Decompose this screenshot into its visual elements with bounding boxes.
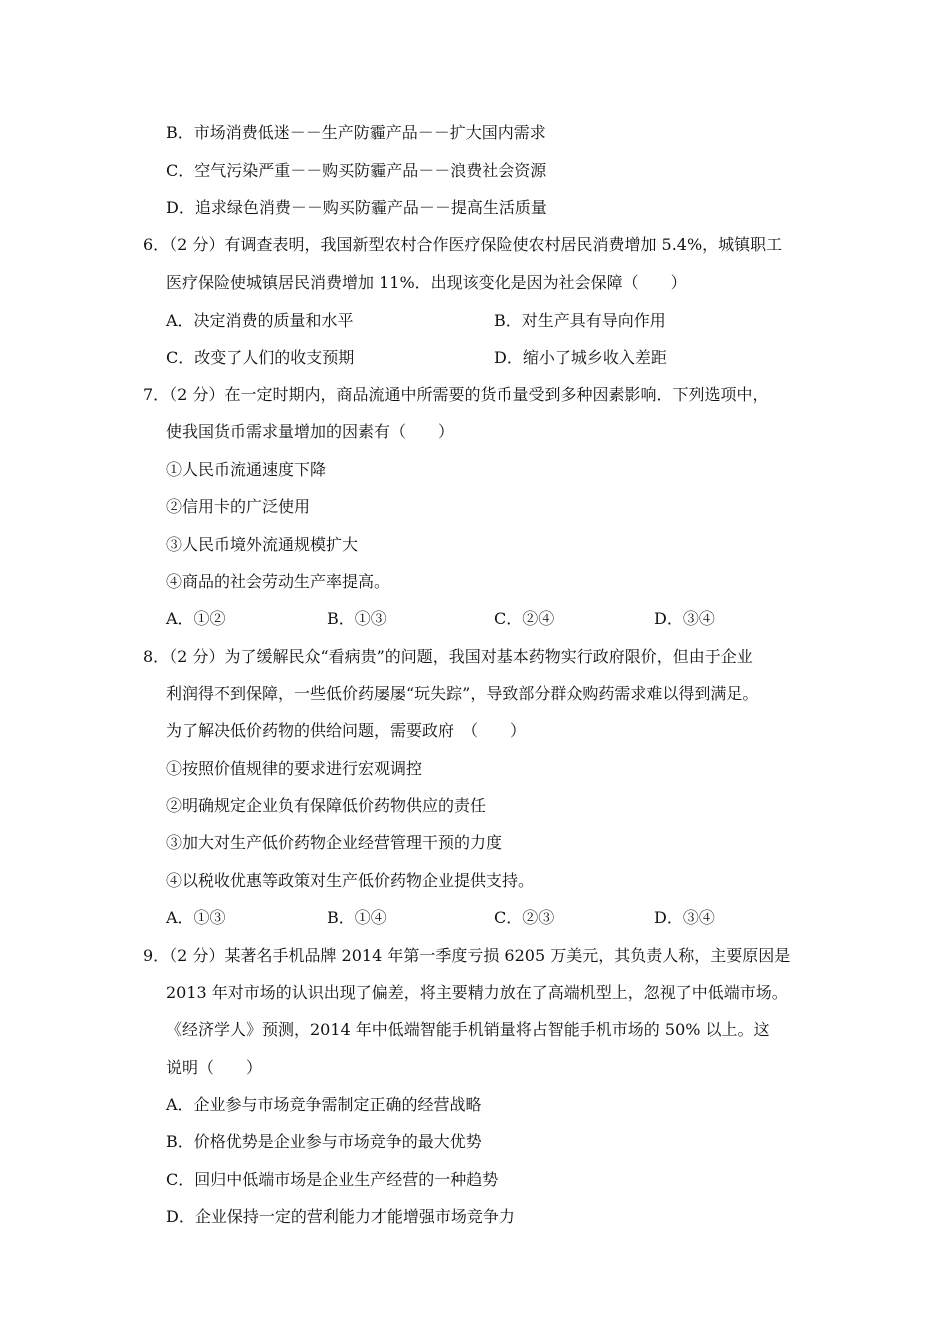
q7-option-c: C．②④ — [494, 609, 555, 628]
q7-option-b: B．①③ — [327, 609, 387, 628]
q8-stem-line3: 为了解决低价药物的供给问题，需要政府 （ ） — [166, 721, 527, 740]
q8-statement-1: ①按照价值规律的要求进行宏观调控 — [166, 759, 423, 778]
q7-statement-4: ④商品的社会劳动生产率提高。 — [166, 572, 391, 591]
q5-option-d: D．追求绿色消费－－购买防霾产品－－提高生活质量 — [166, 198, 547, 217]
q9-option-b: B．价格优势是企业参与市场竞争的最大优势 — [166, 1132, 482, 1151]
q6-option-d: D．缩小了城乡收入差距 — [494, 348, 667, 367]
q7-stem-line1: 7．（2 分）在一定时期内，商品流通中所需要的货币量受到多种因素影响．下列选项中， — [143, 385, 769, 404]
q8-option-b: B．①④ — [327, 908, 387, 927]
q7-option-d: D．③④ — [654, 609, 715, 628]
q6-option-c: C．改变了人们的收支预期 — [166, 348, 355, 367]
q9-stem-line1: 9．（2 分）某著名手机品牌 2014 年第一季度亏损 6205 万美元，其负责人称，主要原因是 — [143, 946, 791, 965]
q7-statement-2: ②信用卡的广泛使用 — [166, 497, 311, 516]
q7-statement-1: ①人民币流通速度下降 — [166, 460, 327, 479]
q7-stem-line2: 使我国货币需求量增加的因素有（ ） — [166, 422, 455, 441]
q8-option-a: A．①③ — [166, 908, 226, 927]
q5-option-c: C．空气污染严重－－购买防霾产品－－浪费社会资源 — [166, 161, 547, 180]
q7-statement-3: ③人民币境外流通规模扩大 — [166, 535, 359, 554]
q9-stem-line4: 说明（ ） — [166, 1058, 263, 1077]
q8-statement-3: ③加大对生产低价药物企业经营管理干预的力度 — [166, 833, 503, 852]
q9-stem-line3: 《经济学人》预测，2014 年中低端智能手机销量将占智能手机市场的 50% 以上。这 — [166, 1020, 770, 1039]
q9-option-c: C．回归中低端市场是企业生产经营的一种趋势 — [166, 1170, 499, 1189]
q8-statement-4: ④以税收优惠等政策对生产低价药物企业提供支持。 — [166, 871, 535, 890]
q8-stem-line2: 利润得不到保障，一些低价药屡屡“玩失踪”，导致部分群众购药需求难以得到满足。 — [166, 684, 759, 703]
q8-statement-2: ②明确规定企业负有保障低价药物供应的责任 — [166, 796, 487, 815]
q6-option-b: B．对生产具有导向作用 — [494, 311, 666, 330]
q8-option-d: D．③④ — [654, 908, 715, 927]
q6-stem-line1: 6．（2 分）有调查表明，我国新型农村合作医疗保险使农村居民消费增加 5.4%，城镇职工 — [143, 235, 783, 254]
q9-option-a: A．企业参与市场竞争需制定正确的经营战略 — [166, 1095, 482, 1114]
q6-stem-line2: 医疗保险使城镇居民消费增加 11%．出现该变化是因为社会保障（ ） — [166, 273, 687, 292]
q5-option-b: B．市场消费低迷－－生产防霾产品－－扩大国内需求 — [166, 123, 546, 142]
q9-option-d: D．企业保持一定的营利能力才能增强市场竞争力 — [166, 1207, 515, 1226]
q9-stem-line2: 2013 年对市场的认识出现了偏差，将主要精力放在了高端机型上，忽视了中低端市场。 — [166, 983, 788, 1002]
q8-option-c: C．②③ — [494, 908, 555, 927]
q8-stem-line1: 8．（2 分）为了缓解民众“看病贵”的问题，我国对基本药物实行政府限价，但由于企业 — [143, 647, 753, 666]
q6-option-a: A．决定消费的质量和水平 — [166, 311, 354, 330]
q7-option-a: A．①② — [166, 609, 226, 628]
